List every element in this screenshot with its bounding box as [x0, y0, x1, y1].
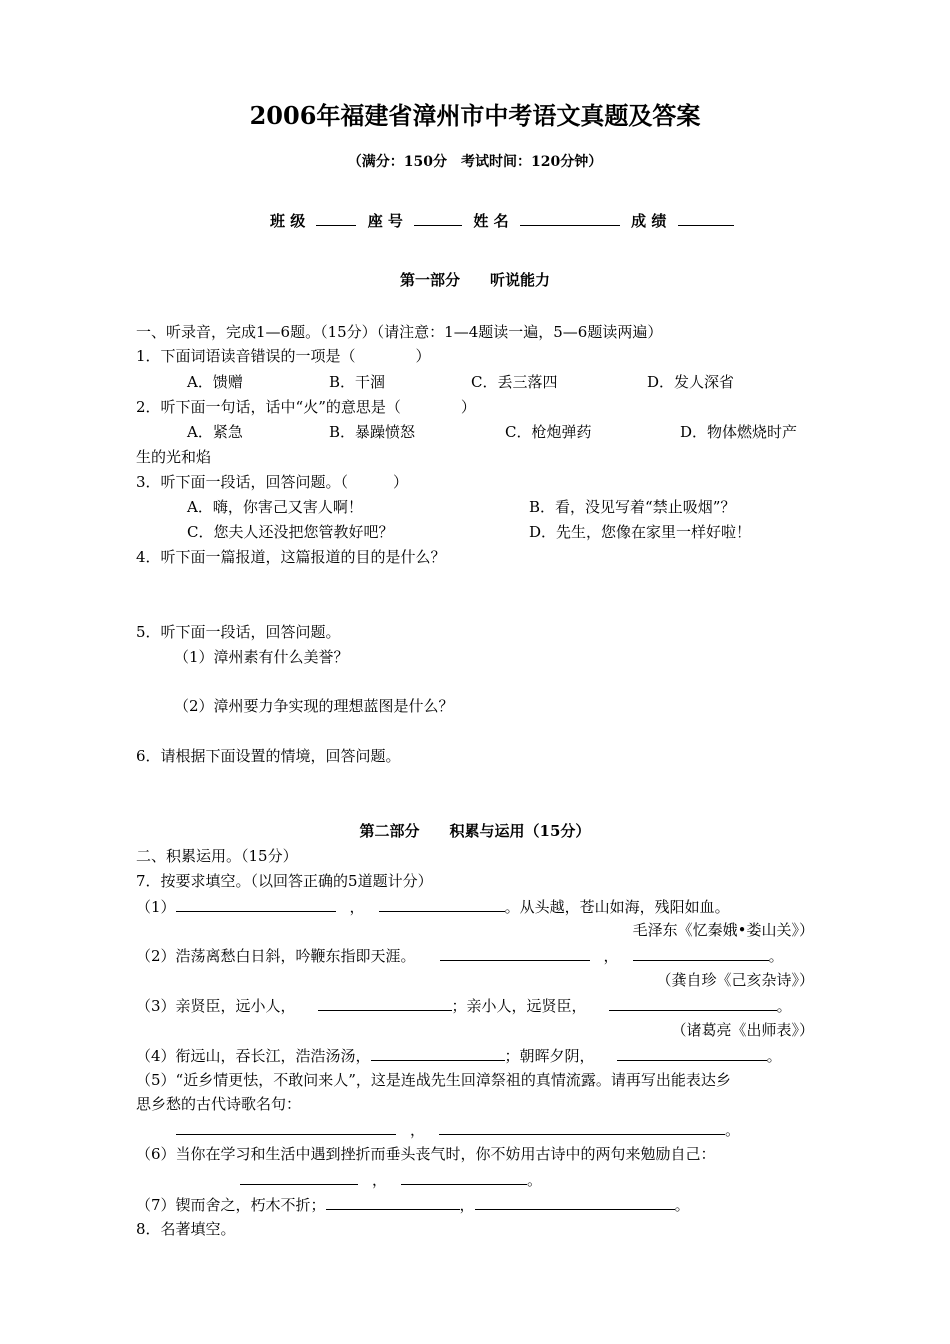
q7-item5-blank1[interactable] — [176, 1119, 396, 1135]
q7-item1 — [136, 896, 730, 917]
q7-item3-mid: ；亲小人，远贤臣， — [451, 997, 587, 1015]
q7-item5-line1: （5）“近乡情更怯，不敢问来人”，这是连战先生回漳祭祖的真情流露。请再写出能表达乡 — [136, 1071, 731, 1089]
q7-item4-period: 。 — [766, 1047, 782, 1065]
q7-item5-answer — [176, 1119, 740, 1140]
q7-item7-blank1[interactable] — [326, 1194, 460, 1210]
q1-option-a[interactable]: A．馈赠 — [187, 373, 243, 391]
q7-item3-text: （3）亲贤臣，远小人， — [136, 997, 296, 1015]
q7-item5-blank2[interactable] — [439, 1119, 725, 1135]
q2-option-d-continued: 生的光和焰 — [136, 448, 212, 466]
q8-stem: 8．名著填空。 — [136, 1220, 236, 1238]
q6-stem: 6．请根据下面设置的情境，回答问题。 — [136, 747, 401, 765]
q7-item1-comma: ， — [349, 898, 365, 916]
q7-item1-blank2[interactable] — [379, 896, 505, 912]
q1-stem: 1．下面词语读音错误的一项是（ ） — [136, 347, 431, 365]
q7-item3-period: 。 — [776, 997, 792, 1015]
q7-item4-blank1[interactable] — [371, 1045, 505, 1061]
q7-item6-comma: ， — [372, 1171, 388, 1189]
q7-item2-text: （2）浩荡离愁白日斜，吟鞭东指即天涯。 — [136, 947, 416, 965]
part2-section: 二、积累运用。（15分） — [136, 847, 298, 865]
name-blank[interactable] — [520, 210, 620, 226]
q7-item3 — [136, 995, 792, 1016]
exam-meta: （满分：150分 考试时间：120分钟） — [347, 154, 603, 170]
q5-sub1: （1）漳州素有什么美誉？ — [174, 648, 349, 666]
q7-item3-source: （诸葛亮《出师表》） — [671, 1021, 814, 1039]
q3-option-b[interactable]: B．看，没见写着“禁止吸烟”？ — [529, 498, 736, 516]
q7-item6-answer — [240, 1169, 542, 1190]
page-title: 2006年福建省漳州市中考语文真题及答案 — [249, 101, 701, 130]
q3-option-a[interactable]: A．嗨，你害己又害人啊！ — [187, 498, 363, 516]
class-label: 班 级 — [270, 212, 306, 230]
q5-stem: 5．听下面一段话，回答问题。 — [136, 623, 341, 641]
q7-item2-blank1[interactable] — [440, 945, 590, 961]
q7-item6-period: 。 — [527, 1171, 543, 1189]
q7-item1-text: 。从头越，苍山如海，残阳如血。 — [504, 898, 730, 916]
q7-item7-period: 。 — [674, 1196, 690, 1214]
q7-item7-comma: ， — [459, 1196, 475, 1214]
q7-item4 — [136, 1045, 782, 1066]
q4-stem: 4．听下面一篇报道，这篇报道的目的是什么？ — [136, 548, 446, 566]
q7-item7-text: （7）锲而舍之，朽木不折； — [136, 1196, 326, 1214]
q1-option-b[interactable]: B．干涸 — [329, 373, 386, 391]
q2-option-b[interactable]: B．暴躁愤怒 — [329, 423, 416, 441]
q3-stem: 3．听下面一段话，回答问题。（ ） — [136, 473, 409, 491]
q1-option-c[interactable]: C．丢三落四 — [471, 373, 558, 391]
q7-item6-blank1[interactable] — [240, 1169, 358, 1185]
q7-item7 — [136, 1194, 690, 1215]
q2-stem: 2．听下面一句话，话中“火”的意思是（ ） — [136, 398, 476, 416]
q7-item6-text: （6）当你在学习和生活中遇到挫折而垂头丧气时，你不妨用古诗中的两句来勉励自己： — [136, 1145, 716, 1163]
info-row — [270, 210, 740, 231]
q7-item2-source: （龚自珍《己亥杂诗》） — [656, 971, 814, 989]
q1-option-d[interactable]: D．发人深省 — [647, 373, 735, 391]
q7-item6-blank2[interactable] — [401, 1169, 527, 1185]
q7-item5-line2: 思乡愁的古代诗歌名句： — [136, 1095, 302, 1113]
part1-heading: 第一部分 听说能力 — [399, 271, 550, 289]
seat-blank[interactable] — [414, 210, 462, 226]
q7-item4-text: （4）衔远山，吞长江，浩浩汤汤， — [136, 1047, 371, 1065]
q5-sub2: （2）漳州要力争实现的理想蓝图是什么？ — [174, 697, 454, 715]
q7-item7-blank2[interactable] — [475, 1194, 675, 1210]
q7-item2-comma: ， — [603, 947, 619, 965]
q7-item1-num: （1） — [136, 898, 176, 916]
seat-label: 座 号 — [367, 212, 403, 230]
q3-option-c[interactable]: C．您夫人还没把您管教好吧？ — [187, 523, 394, 541]
q7-item3-blank2[interactable] — [609, 995, 777, 1011]
score-label: 成 绩 — [631, 212, 667, 230]
q2-option-d[interactable]: D．物体燃烧时产 — [680, 423, 798, 441]
q7-item5-comma: ， — [410, 1121, 426, 1139]
q7-item4-mid: ；朝晖夕阴， — [504, 1047, 595, 1065]
name-label: 姓 名 — [473, 212, 509, 230]
q2-option-c[interactable]: C．枪炮弹药 — [505, 423, 592, 441]
q7-item5-period: 。 — [725, 1121, 741, 1139]
class-blank[interactable] — [316, 210, 356, 226]
q7-stem: 7．按要求填空。（以回答正确的5道题计分） — [136, 872, 433, 890]
q3-option-d[interactable]: D．先生，您像在家里一样好啦！ — [529, 523, 752, 541]
q7-item2-blank2[interactable] — [633, 945, 769, 961]
q7-item1-source: 毛泽东《忆秦娥•娄山关》） — [632, 921, 814, 939]
score-blank[interactable] — [678, 210, 734, 226]
q7-item2-period: 。 — [768, 947, 784, 965]
q2-option-a[interactable]: A．紧急 — [187, 423, 243, 441]
part1-intro: 一、听录音，完成1—6题。（15分）（请注意：1—4题读一遍，5—6题读两遍） — [136, 323, 663, 341]
part2-heading: 第二部分 积累与运用（15分） — [359, 822, 591, 840]
q7-item3-blank1[interactable] — [318, 995, 452, 1011]
q7-item2 — [136, 945, 784, 966]
q7-item4-blank2[interactable] — [617, 1045, 767, 1061]
q7-item1-blank1[interactable] — [176, 896, 336, 912]
